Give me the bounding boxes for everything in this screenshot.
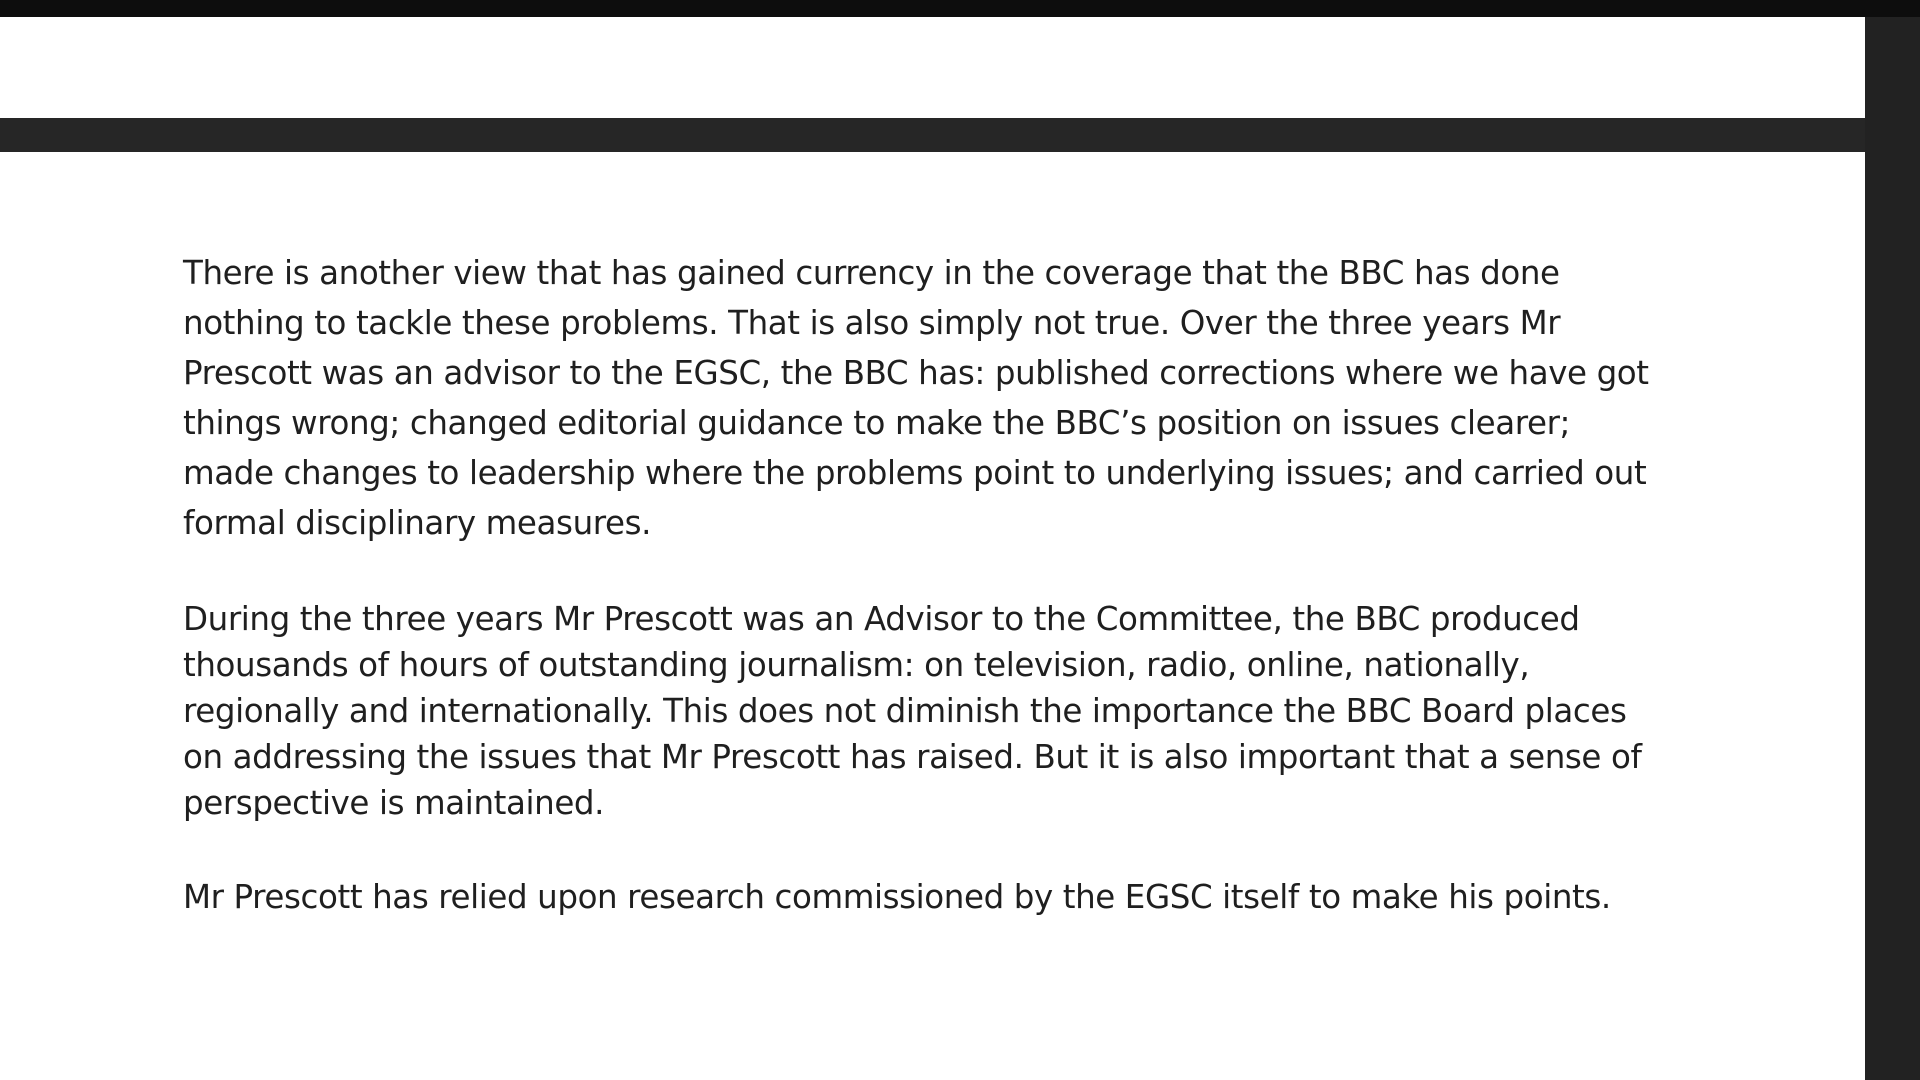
paragraph-2: During the three years Mr Prescott was an Advisor to the Committee, the BBC produced thousands of hours of outstanding journalism: on television, radio, online, nationally, regionally and internationally. This does not diminish the importance the BBC Board places on addressing the issues that Mr Prescott has raised. But it is also important that a sense of perspective is maintained. <box>183 600 1642 822</box>
paragraph-1: There is another view that has gained currency in the coverage that the BBC has done nothing to tackle these problems. That is also simply not true. Over the three years Mr Prescott was an advisor to the EGSC, the BBC has: published corrections where we have got things wrong; changed editorial guidance to make the BBC’s position on issues clearer; made changes to leadership where the problems point to underlying issues; and carried out formal disciplinary measures. <box>183 254 1649 542</box>
page-divider-band <box>0 118 1865 152</box>
top-edge-bar <box>0 0 1920 17</box>
paragraph-3: Mr Prescott has relied upon research commissioned by the EGSC itself to make his points. <box>183 878 1611 916</box>
right-scroll-rail[interactable] <box>1865 17 1920 1080</box>
document-body <box>183 248 1658 920</box>
header-strip <box>0 17 1865 118</box>
